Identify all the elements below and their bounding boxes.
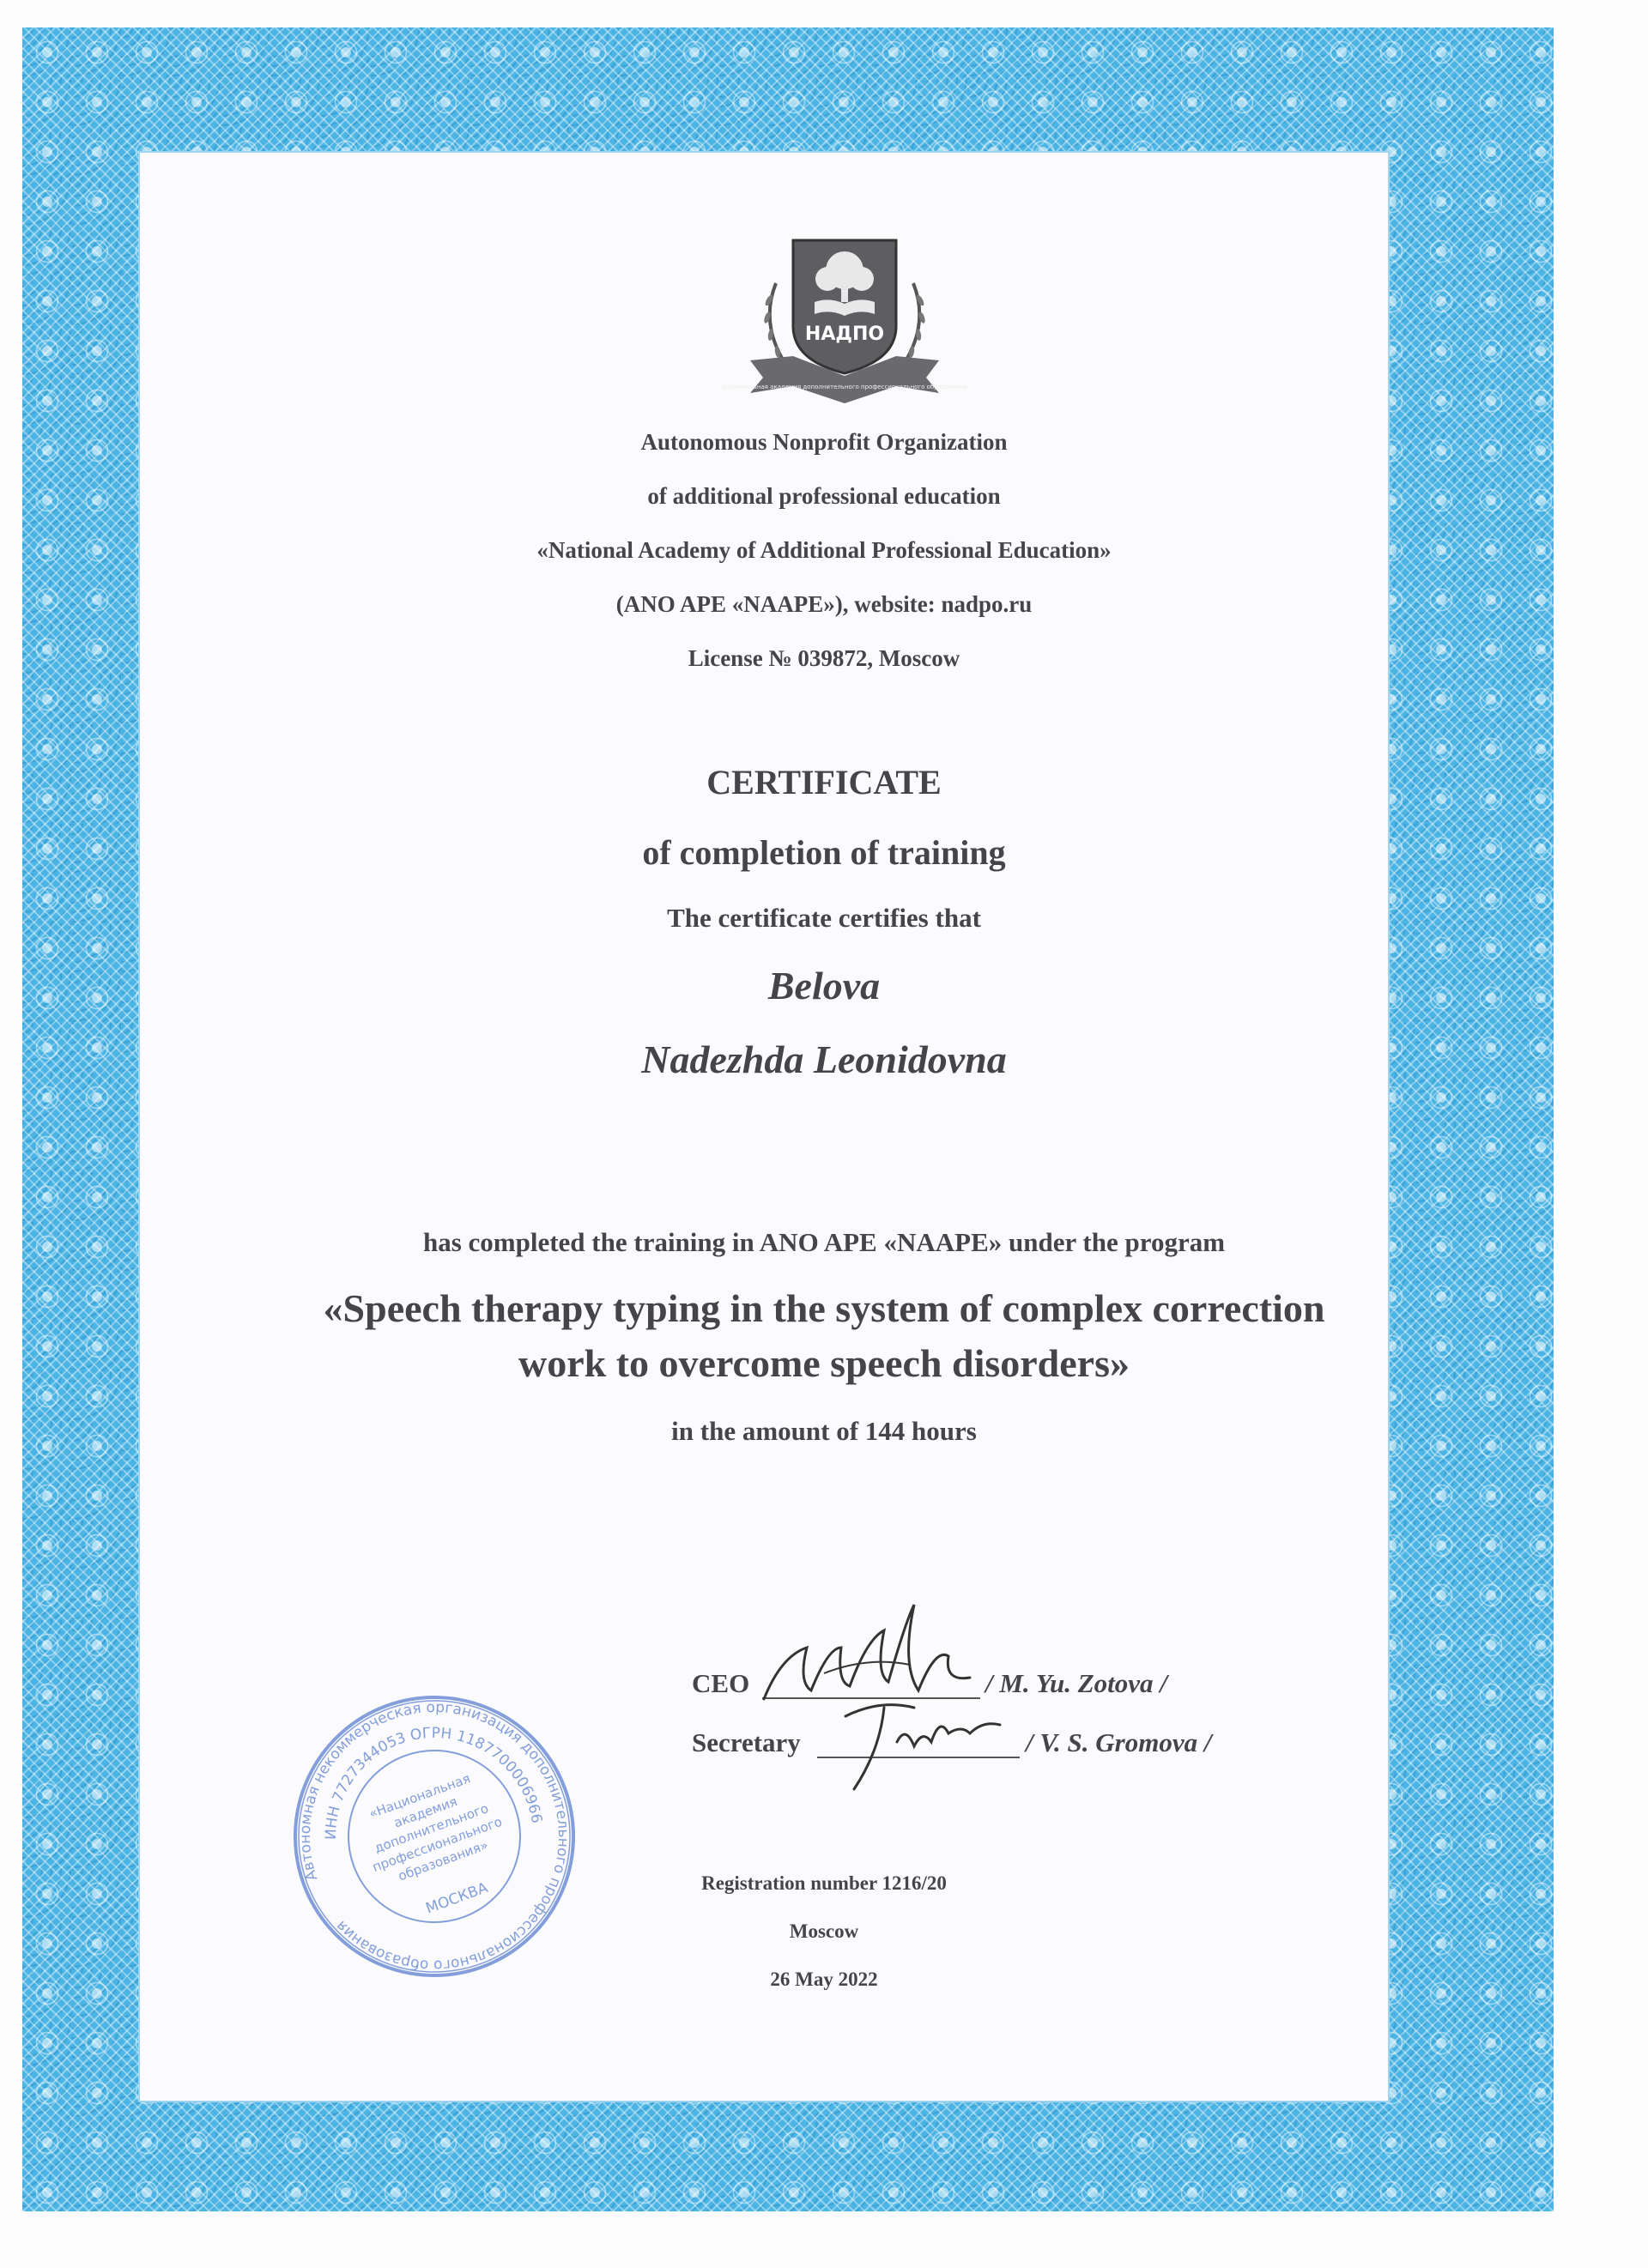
footer-city: Moscow — [789, 1920, 859, 1942]
org-line-4: (ANO APE «NAAPE»), website: nadpo.ru — [615, 591, 1033, 617]
org-line-3: «National Academy of Additional Professional Education» — [536, 537, 1112, 563]
secretary-label: Secretary — [692, 1727, 801, 1757]
program-line-1: «Speech therapy typing in the system of complex correction — [323, 1286, 1325, 1330]
stamp-inner-text: «Национальная академия дополнительного профессионального образования» — [367, 1770, 505, 1884]
org-line-2: of additional professional education — [647, 483, 1001, 509]
certificate-subtitle: of completion of training — [642, 833, 1006, 872]
ceo-name: / M. Yu. Zotova / — [985, 1668, 1167, 1698]
completed-text: has completed the training in ANO APE «NAAPE» under the program — [422, 1227, 1226, 1257]
program-line-2: work to overcome speech disorders» — [518, 1341, 1130, 1385]
stamp-outer-text: Автономная некоммерческая организация дополнительного профессионального образования — [296, 1698, 573, 1975]
recipient-given-names: Nadezhda Leonidovna — [641, 1037, 1007, 1081]
certificate-title: CERTIFICATE — [706, 763, 942, 801]
org-line-5: License № 039872, Moscow — [688, 645, 960, 671]
hours-text: in the amount of 144 hours — [671, 1416, 977, 1446]
ceo-label: CEO — [692, 1668, 750, 1698]
stamp-city: МОСКВА — [423, 1879, 491, 1918]
certifies-text: The certificate certifies that — [667, 903, 981, 933]
stamp-ids-text: ИНН 7727344053 ОГРН 1187700006966 — [322, 1724, 545, 1841]
logo-text: НАДПО — [804, 324, 885, 345]
org-line-1: Autonomous Nonprofit Organization — [640, 429, 1008, 455]
logo-ribbon-text: Национальная академия дополнительного профессионального образования — [722, 384, 967, 390]
registration-number: Registration number 1216/20 — [701, 1872, 947, 1894]
secretary-signature — [820, 1682, 1026, 1802]
secretary-name: / V. S. Gromova / — [1026, 1727, 1212, 1757]
recipient-surname: Belova — [767, 964, 881, 1007]
issue-date: 26 May 2022 — [770, 1969, 878, 1990]
nadpo-logo — [722, 232, 967, 403]
